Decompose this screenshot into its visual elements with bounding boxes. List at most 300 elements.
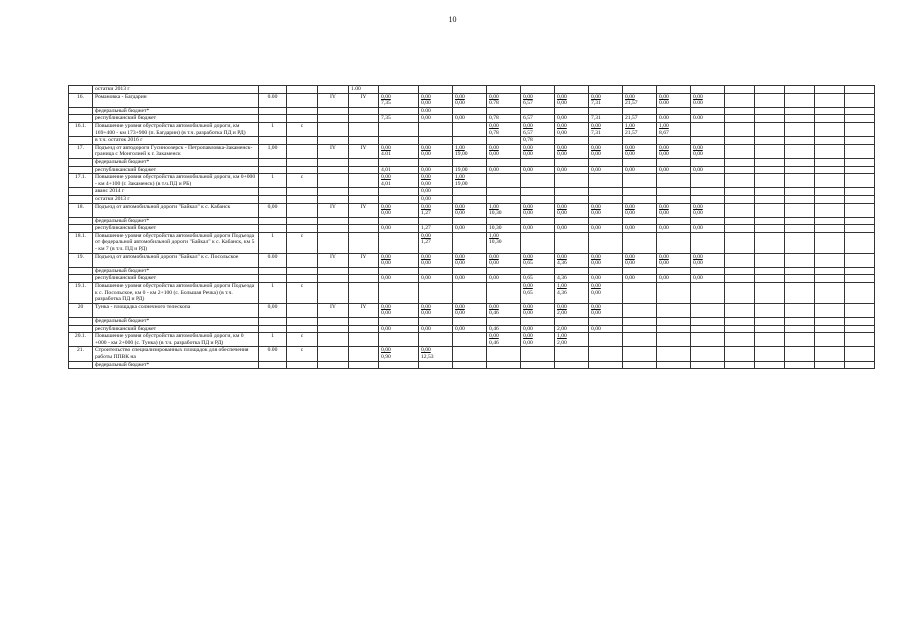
value-cell — [379, 203, 419, 217]
value-cell — [623, 283, 657, 304]
value-cell — [379, 225, 419, 233]
length-cell — [259, 361, 287, 369]
cell-value: 0,00 — [557, 225, 567, 232]
value-cell — [555, 318, 589, 326]
value-cell — [725, 333, 755, 347]
cell-value: 0,00 — [557, 129, 567, 136]
category-after-cell: IY — [349, 303, 379, 317]
value-cell — [487, 107, 521, 115]
value-cell — [379, 115, 419, 123]
cell-value: 0,65 — [523, 260, 533, 267]
value-cell — [589, 318, 623, 326]
value-cell — [785, 144, 815, 158]
value-cell — [691, 188, 725, 196]
value-cell — [521, 325, 555, 333]
length-cell — [259, 217, 287, 225]
row-name-cell: республиканский бюджет — [93, 225, 259, 233]
cell-value: 0,00 — [455, 253, 465, 260]
type-cell — [287, 137, 318, 145]
value-cell — [555, 144, 589, 158]
value-cell — [725, 144, 755, 158]
cell-value: 0,00 — [455, 325, 465, 332]
value-cell — [691, 93, 725, 107]
cell-value: 0,00 — [591, 303, 601, 310]
value-cell — [657, 158, 691, 166]
value-cell — [349, 174, 379, 188]
value-cell — [657, 122, 691, 136]
value-cell — [623, 318, 657, 326]
row-number-cell: 19. — [69, 253, 93, 267]
value-cell — [419, 137, 453, 145]
value-cell — [349, 232, 379, 253]
cell-value: 0,00 — [591, 289, 601, 296]
length-cell: 1,00 — [259, 144, 287, 158]
value-cell — [755, 86, 785, 94]
cell-value: 0,00 — [455, 100, 465, 107]
value-cell — [755, 318, 785, 326]
category-before-cell — [318, 137, 349, 145]
value-cell — [453, 203, 487, 217]
value-cell — [657, 325, 691, 333]
value-cell — [815, 217, 845, 225]
cell-value: 10,30 — [489, 239, 502, 246]
category-before-cell — [318, 86, 349, 94]
value-cell — [349, 347, 379, 361]
value-cell — [845, 303, 875, 317]
cell-value: 1,00 — [625, 122, 635, 129]
value-cell — [815, 283, 845, 304]
cell-value: 0,00 — [381, 325, 391, 332]
cell-value: 0,00 — [557, 303, 567, 310]
value-cell — [487, 115, 521, 123]
category-after-cell: IY — [349, 93, 379, 107]
cell-value: 1,00 — [455, 174, 465, 181]
value-cell — [555, 217, 589, 225]
length-cell — [259, 275, 287, 283]
row-name-cell: федеральный бюджет* — [93, 318, 259, 326]
cell-value: 0,00 — [381, 253, 391, 260]
value-cell — [755, 122, 785, 136]
value-cell — [349, 158, 379, 166]
value-cell — [623, 267, 657, 275]
cell-value: 0,00 — [591, 253, 601, 260]
cell-value: 0,00 — [557, 210, 567, 217]
cell-value: 0,00 — [381, 303, 391, 310]
value-cell — [453, 232, 487, 253]
cell-value: 21,57 — [625, 100, 638, 107]
value-cell — [785, 225, 815, 233]
cell-value: 0,00 — [455, 310, 465, 317]
value-cell — [657, 93, 691, 107]
row-name-cell: федеральный бюджет* — [93, 267, 259, 275]
cell-value: 6,57 — [523, 115, 533, 122]
value-cell — [419, 174, 453, 188]
type-cell — [287, 93, 318, 107]
value-cell — [657, 225, 691, 233]
category-before-cell: IY — [318, 253, 349, 267]
value-cell — [487, 253, 521, 267]
value-cell — [379, 158, 419, 166]
value-cell — [725, 122, 755, 136]
cell-value: 0,00 — [591, 275, 601, 282]
cell-value: 0,00 — [489, 151, 499, 158]
length-cell — [259, 107, 287, 115]
value-cell — [755, 333, 785, 347]
value-cell — [755, 361, 785, 369]
table-row — [69, 203, 875, 217]
cell-value: 19,00 — [455, 180, 468, 187]
value-cell — [555, 275, 589, 283]
value-cell — [379, 137, 419, 145]
cell-value: 7,31 — [591, 115, 601, 122]
value-cell — [691, 122, 725, 136]
cell-value: 0,00 — [455, 303, 465, 310]
cell-value: 0,00 — [659, 151, 669, 158]
value-cell — [555, 158, 589, 166]
row-number-cell: 16.1. — [69, 122, 93, 136]
cell-value: 0,00 — [693, 151, 703, 158]
value-cell — [555, 195, 589, 203]
cell-value: 0,00 — [455, 260, 465, 267]
category-before-cell — [318, 333, 349, 347]
type-cell — [287, 86, 318, 94]
table-row — [69, 122, 875, 136]
cell-value: 0,00 — [421, 151, 431, 158]
row-number-cell: 20 — [69, 303, 93, 317]
value-cell — [349, 267, 379, 275]
cell-value: 0,00 — [659, 260, 669, 267]
row-number-cell — [69, 275, 93, 283]
type-cell — [287, 217, 318, 225]
row-name-cell: федеральный бюджет* — [93, 158, 259, 166]
value-cell — [623, 174, 657, 188]
value-cell — [589, 107, 623, 115]
row-number-cell: 17.1. — [69, 174, 93, 188]
value-cell — [555, 333, 589, 347]
value-cell — [419, 275, 453, 283]
value-cell — [785, 166, 815, 174]
cell-value: 0,00 — [489, 166, 499, 173]
value-cell — [419, 303, 453, 317]
value-cell — [349, 195, 379, 203]
cell-value: 0,65 — [523, 275, 533, 282]
length-cell: 1 — [259, 283, 287, 304]
cell-value: 0,00 — [381, 93, 391, 100]
value-cell — [755, 174, 785, 188]
cell-value: 1,27 — [421, 225, 431, 232]
cell-value: 0,00 — [523, 93, 533, 100]
value-cell — [589, 115, 623, 123]
cell-value: 0,00 — [523, 325, 533, 332]
cell-value: 0,00 — [625, 166, 635, 173]
cell-value: 0,00 — [489, 253, 499, 260]
cell-value: 0,00 — [523, 144, 533, 151]
value-cell — [725, 203, 755, 217]
value-cell — [521, 166, 555, 174]
cell-value: 0,00 — [523, 303, 533, 310]
value-cell — [755, 144, 785, 158]
cell-value: 0,00 — [557, 122, 567, 129]
value-cell — [379, 318, 419, 326]
table-row — [69, 174, 875, 188]
value-cell — [555, 283, 589, 304]
value-cell — [555, 347, 589, 361]
type-cell — [287, 225, 318, 233]
cell-value: 0,00 — [523, 151, 533, 158]
value-cell — [725, 275, 755, 283]
cell-value: 0,00 — [381, 347, 391, 354]
value-cell — [691, 303, 725, 317]
row-number-cell — [69, 325, 93, 333]
value-cell — [845, 225, 875, 233]
cell-value: 19,00 — [455, 151, 468, 158]
value-cell — [555, 267, 589, 275]
value-cell — [815, 115, 845, 123]
value-cell — [725, 267, 755, 275]
value-cell — [845, 318, 875, 326]
value-cell — [785, 158, 815, 166]
category-before-cell: IY — [318, 203, 349, 217]
value-cell — [725, 225, 755, 233]
row-name-cell: республиканский бюджет — [93, 166, 259, 174]
type-cell: с — [287, 174, 318, 188]
cell-value: 0,00 — [523, 310, 533, 317]
value-cell — [555, 225, 589, 233]
value-cell — [555, 253, 589, 267]
cell-value: 0,00 — [591, 210, 601, 217]
cell-value: 0,00 — [421, 347, 431, 354]
value-cell — [521, 232, 555, 253]
value-cell — [657, 115, 691, 123]
value-cell — [589, 195, 623, 203]
value-cell — [785, 267, 815, 275]
value-cell — [657, 361, 691, 369]
value-cell — [657, 347, 691, 361]
cell-value: 0,00 — [625, 225, 635, 232]
table-row — [69, 86, 875, 94]
table-row — [69, 361, 875, 369]
table-row — [69, 107, 875, 115]
value-cell — [521, 333, 555, 347]
cell-value: 0,00 — [557, 203, 567, 210]
value-cell — [691, 318, 725, 326]
value-cell — [349, 225, 379, 233]
cell-value: 0,00 — [591, 144, 601, 151]
value-cell — [379, 107, 419, 115]
cell-value: 0,00 — [693, 253, 703, 260]
value-cell — [623, 122, 657, 136]
length-cell — [259, 267, 287, 275]
value-cell — [845, 232, 875, 253]
value-cell — [379, 86, 419, 94]
cell-value: 0,00 — [523, 283, 533, 290]
value-cell — [453, 275, 487, 283]
value-cell — [521, 318, 555, 326]
value-cell — [845, 361, 875, 369]
cell-value: 0,78 — [523, 137, 533, 144]
value-cell — [785, 347, 815, 361]
value-cell — [623, 158, 657, 166]
category-before-cell — [318, 347, 349, 361]
length-cell — [259, 195, 287, 203]
value-cell — [785, 115, 815, 123]
value-cell — [555, 93, 589, 107]
cell-value: 0,00 — [421, 232, 431, 239]
row-name-cell: аванс 2014 г — [93, 188, 259, 196]
value-cell — [691, 158, 725, 166]
category-before-cell — [318, 188, 349, 196]
row-name-cell: остатки 2013 г — [93, 195, 259, 203]
row-number-cell: 18. — [69, 203, 93, 217]
value-cell — [623, 325, 657, 333]
value-cell — [785, 217, 815, 225]
value-cell — [419, 325, 453, 333]
value-cell — [487, 303, 521, 317]
length-cell — [259, 115, 287, 123]
value-cell — [785, 333, 815, 347]
cell-value: 0,00 — [659, 275, 669, 282]
type-cell — [287, 166, 318, 174]
value-cell — [845, 283, 875, 304]
value-cell — [555, 232, 589, 253]
value-cell — [453, 217, 487, 225]
cell-value: 0,00 — [523, 122, 533, 129]
cell-value: 0,00 — [489, 275, 499, 282]
cell-value: 21,57 — [625, 129, 638, 136]
row-number-cell — [69, 225, 93, 233]
value-cell — [589, 361, 623, 369]
value-cell — [379, 93, 419, 107]
value-cell — [379, 166, 419, 174]
value-cell — [487, 144, 521, 158]
length-cell: 0.00 — [259, 253, 287, 267]
cell-value: 0,00 — [625, 151, 635, 158]
value-cell — [487, 158, 521, 166]
value-cell — [555, 137, 589, 145]
cell-value: 0,00 — [381, 144, 391, 151]
type-cell — [287, 115, 318, 123]
value-cell — [815, 347, 845, 361]
value-cell — [521, 203, 555, 217]
value-cell — [453, 361, 487, 369]
value-cell — [521, 267, 555, 275]
value-cell — [785, 203, 815, 217]
value-cell — [521, 347, 555, 361]
row-name-cell: Повышение уровня обустройства автомобильной дороги Подъезда к с. Посольское, км 0 - км 2+100 (с. Большая Речка) (в т.ч. разработка ПД и РД) — [93, 283, 259, 304]
cell-value: 0,90 — [381, 353, 391, 360]
row-number-cell — [69, 188, 93, 196]
value-cell — [349, 107, 379, 115]
value-cell — [379, 217, 419, 225]
cell-value: 4,01 — [381, 180, 391, 187]
value-cell — [623, 107, 657, 115]
value-cell — [657, 217, 691, 225]
cell-value: 0,00 — [421, 310, 431, 317]
value-cell — [419, 115, 453, 123]
row-number-cell — [69, 107, 93, 115]
value-cell — [691, 217, 725, 225]
value-cell — [349, 122, 379, 136]
value-cell — [691, 203, 725, 217]
cell-value: 0,00 — [557, 253, 567, 260]
cell-value: 10,30 — [489, 210, 502, 217]
value-cell — [555, 86, 589, 94]
value-cell — [379, 325, 419, 333]
value-cell — [589, 303, 623, 317]
type-cell: с — [287, 333, 318, 347]
cell-value: 0,00 — [659, 253, 669, 260]
cell-value: 0,00 — [421, 100, 431, 107]
cell-value: 0,00 — [381, 260, 391, 267]
value-cell — [487, 122, 521, 136]
value-cell — [487, 267, 521, 275]
value-cell — [589, 253, 623, 267]
value-cell — [845, 174, 875, 188]
value-cell — [487, 93, 521, 107]
cell-value: 0,00 — [421, 253, 431, 260]
value-cell — [785, 137, 815, 145]
value-cell — [725, 86, 755, 94]
cell-value: 0.00 — [659, 115, 669, 122]
value-cell — [419, 86, 453, 94]
cell-value: 1,00 — [659, 122, 669, 129]
value-cell — [379, 195, 419, 203]
value-cell — [623, 303, 657, 317]
table-row — [69, 333, 875, 347]
value-cell — [379, 188, 419, 196]
table-row — [69, 232, 875, 253]
cell-value: 0,00 — [557, 115, 567, 122]
value-cell — [453, 195, 487, 203]
row-number-cell: 16. — [69, 93, 93, 107]
cell-value: 0,00 — [421, 166, 431, 173]
value-cell — [453, 283, 487, 304]
cell-value: 0,00 — [659, 166, 669, 173]
value-cell — [419, 347, 453, 361]
row-name-cell: Повышение уровня обустройства автомобильной дороги Подъезда от федеральной автомобильной дороги "Байкал" к с. Кабанск, км 5 - км 7 (в т.ч. ПД и РД) — [93, 232, 259, 253]
value-cell — [555, 361, 589, 369]
value-cell — [623, 137, 657, 145]
value-cell — [785, 318, 815, 326]
value-cell — [845, 107, 875, 115]
category-before-cell — [318, 122, 349, 136]
value-cell — [521, 188, 555, 196]
cell-value: 0,00 — [455, 203, 465, 210]
value-cell — [521, 195, 555, 203]
type-cell — [287, 188, 318, 196]
type-cell: с — [287, 232, 318, 253]
value-cell — [657, 107, 691, 115]
row-name-cell: Повышение уровня обустройства автомобильной дороги, км 169+400 - км 173+900 (п. Багдарин) (в т.ч. разработка ПД и РД) — [93, 122, 259, 136]
length-cell — [259, 325, 287, 333]
value-cell — [845, 347, 875, 361]
value-cell — [845, 166, 875, 174]
value-cell — [657, 267, 691, 275]
value-cell — [785, 93, 815, 107]
cell-value: 6,57 — [523, 129, 533, 136]
cell-value: 0,00 — [421, 188, 431, 195]
cell-value: 0,00 — [625, 210, 635, 217]
cell-value: 0,00 — [421, 174, 431, 181]
value-cell — [379, 232, 419, 253]
type-cell — [287, 107, 318, 115]
cell-value: 0,00 — [421, 260, 431, 267]
table-row — [69, 275, 875, 283]
value-cell — [379, 275, 419, 283]
value-cell — [419, 267, 453, 275]
cell-value: 0,00 — [421, 325, 431, 332]
length-cell — [259, 86, 287, 94]
